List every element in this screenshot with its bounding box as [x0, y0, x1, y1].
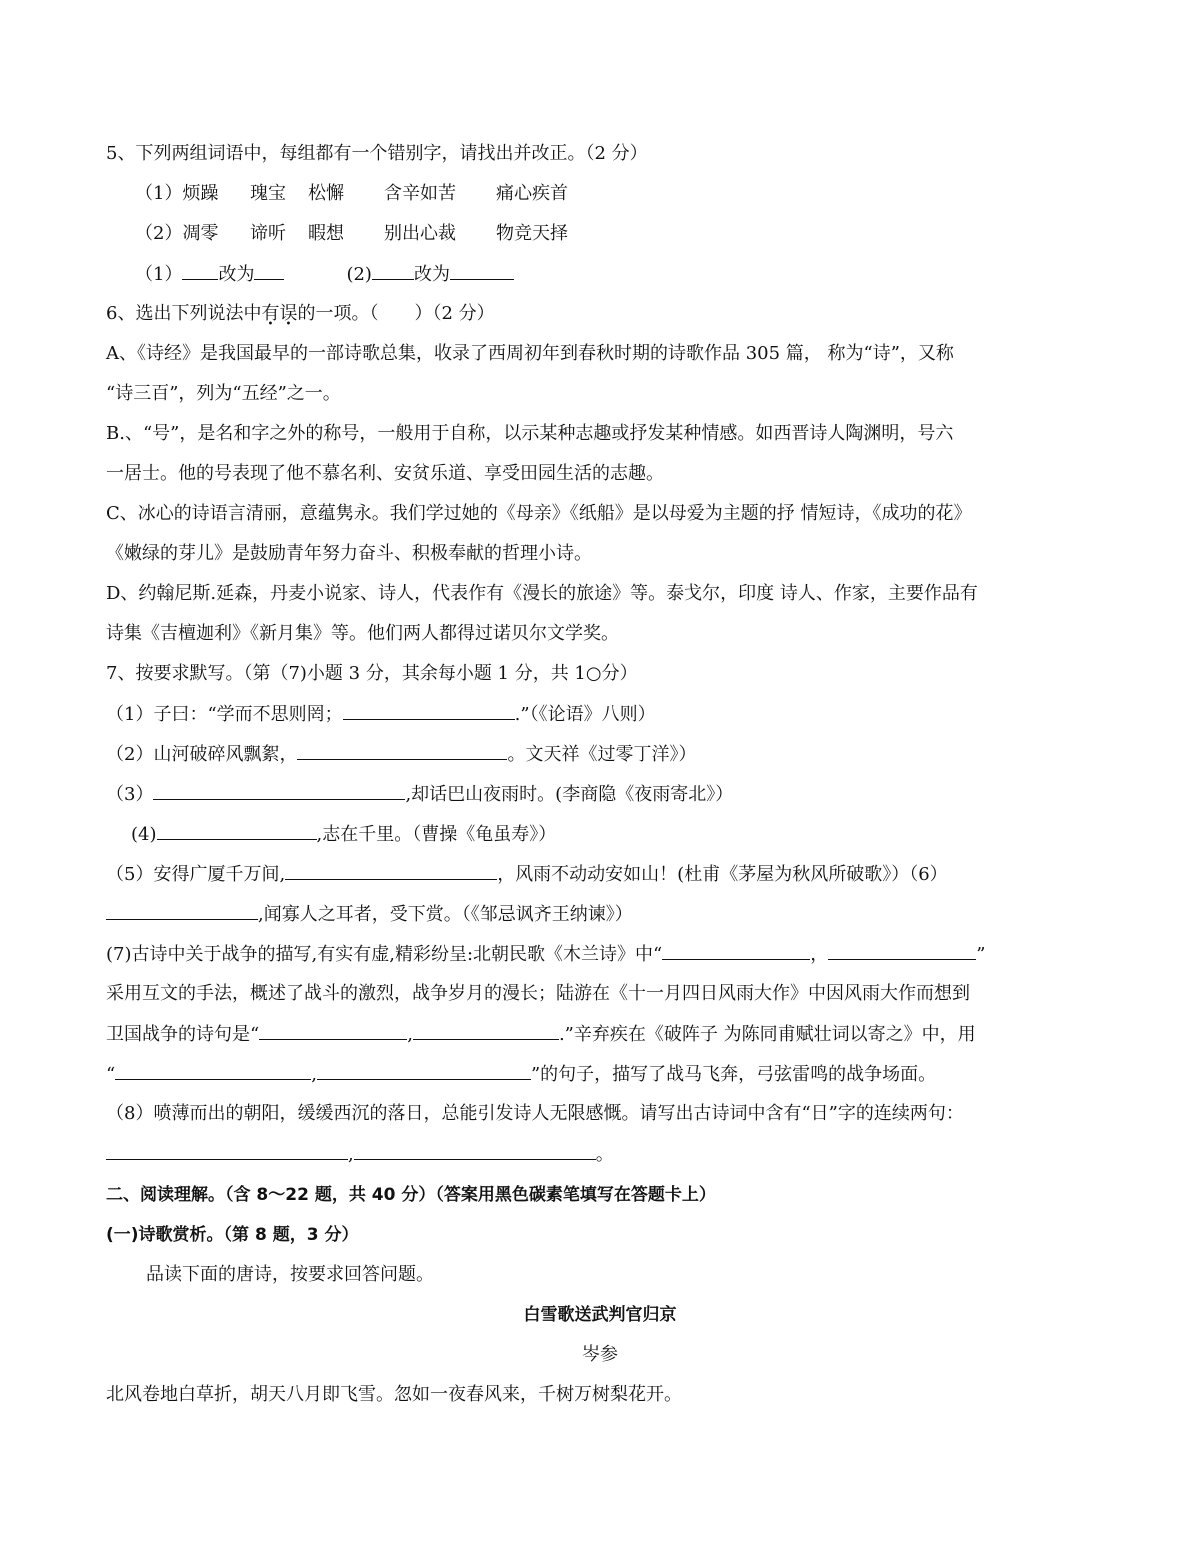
q6-option-a-line1: A、《诗经》是我国最早的一部诗歌总集，收录了西周初年到春秋时期的诗歌作品 305 篇， 称为“诗”，又称 [106, 343, 954, 364]
q6-emphasis-1: 有 [261, 303, 280, 324]
q7-7-blank-3[interactable] [259, 1021, 407, 1040]
q7-1-text: （1）子曰：“学而不思则罔； [106, 704, 343, 725]
q7-7-l4-quote: “ [106, 1064, 116, 1085]
q7-8-blank-2[interactable] [354, 1141, 596, 1160]
q5-g1-word5: 痛心疾首 [496, 183, 568, 204]
q7-7-l4-comma: , [311, 1064, 317, 1085]
q5-g2-word4: 别出心裁 [384, 223, 456, 244]
q6-option-c-line2: 《嫩绿的芽儿》是鼓励青年努力奋斗、积极奉献的哲理小诗。 [106, 543, 592, 564]
q7-7-comma: ， [810, 944, 829, 965]
q5-g2-word5: 物竞天择 [496, 223, 568, 244]
q5-group2 [135, 221, 1125, 247]
q7-item5 [106, 861, 1096, 888]
q7-7-l4-rest: ”的句子，描写了战马飞奔，弓弦雷鸣的战争场面。 [530, 1064, 937, 1085]
q5-g1-word1: （1）烦躁 [135, 183, 219, 204]
q5-blank-1[interactable] [182, 261, 218, 280]
q7-item3 [106, 781, 1096, 808]
q5-g1-word4: 含辛如苦 [384, 183, 456, 204]
section2-sub1: (一)诗歌赏析。（第 8 题，3 分） [106, 1225, 359, 1245]
q7-item4 [131, 821, 1121, 848]
q7-7-blank-4[interactable] [413, 1021, 559, 1040]
q7-item1 [106, 701, 1096, 728]
q7-2-blank[interactable] [297, 741, 507, 760]
q7-5-blank[interactable] [285, 861, 497, 880]
q7-7-l3-text: 卫国战争的诗句是“ [106, 1024, 260, 1045]
q6-title-a: 6、选出下列说法中 [106, 303, 262, 324]
q7-7-quote: ” [976, 944, 986, 965]
q7-6-blank[interactable] [106, 901, 258, 920]
q7-item7-line2: 采用互文的手法，概述了战斗的激烈，战争岁月的漫长；陆游在《十一月四日风雨大作》中因风雨大作而想到 [106, 983, 970, 1004]
q5-g2-word3: 暇想 [308, 223, 344, 244]
q7-5-text: （5）安得广厦千万间, [106, 864, 286, 885]
q7-2-text: （2）山河破碎风飘絮， [106, 744, 298, 765]
q7-8-comma: , [348, 1144, 354, 1165]
q7-item7-line3 [106, 1021, 1096, 1048]
q7-1-blank[interactable] [343, 701, 515, 720]
q7-6-source: ,闻寡人之耳者，受下赏。（《邹忌讽齐王纳谏》） [258, 904, 633, 925]
q7-4-source: ,志在千里。（曹操《龟虽寿》） [316, 824, 557, 845]
q7-8-blank-1[interactable] [106, 1141, 348, 1160]
q7-7-blank-1[interactable] [662, 941, 810, 960]
q5-g2-word1: （2）凋零 [135, 223, 219, 244]
q5-blank-4[interactable] [450, 261, 514, 280]
q7-4-text: (4) [131, 824, 157, 845]
q5-g1-word2: 瑰宝 [250, 183, 286, 204]
q5-group1 [135, 181, 1125, 207]
q7-7-blank-6[interactable] [317, 1061, 531, 1080]
q6-option-c-line1: C、冰心的诗语言清丽，意蕴隽永。我们学过她的《母亲》《纸船》是以母爱为主题的抒 情短诗，《成功的花》 [106, 503, 972, 524]
q7-3-text: （3） [106, 784, 154, 805]
q7-item8: （8）喷薄而出的朝阳，缓缓西沉的落日，总能引发诗人无限感慨。请写出古诗词中含有“日”字的连续两句： [106, 1103, 964, 1124]
q7-item8-answer [106, 1141, 1096, 1168]
q5-blank-2[interactable] [254, 261, 284, 280]
q6-title [106, 301, 1096, 327]
q5-answer-b2: 改为 [413, 264, 450, 285]
q7-7-l3-rest: .”辛弃疾在《破阵子 为陈同甫赋壮词以寄之》中，用 [558, 1024, 976, 1045]
q5-g1-word3: 松懈 [308, 183, 344, 204]
q5-answer-a1: （1） [135, 264, 183, 285]
q7-7-blank-5[interactable] [115, 1061, 311, 1080]
section2-heading: 二、阅读理解。（含 8～22 题，共 40 分）（答案用黑色碳素笔填写在答题卡上） [106, 1185, 716, 1205]
q5-answer-line [135, 261, 1125, 288]
q7-4-blank[interactable] [157, 821, 317, 840]
q7-3-source: ,却话巴山夜雨时。(李商隐《夜雨寄北》） [405, 784, 734, 805]
poem-author: 岑参 [582, 1344, 618, 1365]
q7-item7-line1 [106, 941, 1096, 968]
q6-option-d-line1: D、约翰尼斯.延森，丹麦小说家、诗人，代表作有《漫长的旅途》等。泰戈尔，印度 诗人、作家，主要作品有 [106, 583, 978, 604]
q7-title: 7、按要求默写。（第（7)小题 3 分，其余每小题 1 分，共 1○分） [106, 663, 638, 684]
q7-5-source: ，风雨不动动安如山！(杜甫《茅屋为秋风所破歌》）（6） [497, 864, 948, 885]
q5-answer-a2: 改为 [218, 264, 255, 285]
q5-g2-word2: 谛听 [250, 223, 286, 244]
q7-item7-line4 [106, 1061, 1096, 1088]
q6-title-b: 的一项。（ ）（2 分） [297, 303, 495, 324]
q7-8-period: 。 [595, 1144, 614, 1165]
q7-1-source: .”（《论语》八则） [514, 704, 656, 725]
poem-title: 白雪歌送武判官归京 [523, 1305, 677, 1325]
poem-line1: 北风卷地白草折，胡天八月即飞雪。忽如一夜春风来，千树万树梨花开。 [106, 1384, 682, 1405]
q5-title: 5、下列两组词语中，每组都有一个错别字，请找出并改正。（2 分） [106, 143, 648, 164]
q7-3-blank[interactable] [153, 781, 405, 800]
q5-answer-b1: (2) [346, 264, 372, 285]
q6-emphasis-2: 误 [279, 303, 298, 324]
q7-7-l3-comma: , [407, 1024, 413, 1045]
q7-7-blank-2[interactable] [828, 941, 976, 960]
q7-item2 [106, 741, 1096, 768]
q7-7-text: (7)古诗中关于战争的描写,有实有虚,精彩纷呈:北朝民歌《木兰诗》中“ [106, 944, 663, 965]
q7-2-source: 。文天祥《过零丁洋》） [507, 744, 697, 765]
q6-option-d-line2: 诗集《吉檀迦利》《新月集》等。他们两人都得过诺贝尔文学奖。 [106, 623, 619, 644]
q6-option-a-line2: “诗三百”，列为“五经”之一。 [106, 383, 341, 404]
q6-option-b-line2: 一居士。他的号表现了他不慕名利、安贫乐道、享受田园生活的志趣。 [106, 463, 664, 484]
q5-blank-3[interactable] [372, 261, 414, 280]
q7-item6 [106, 901, 1096, 928]
section2-intro: 品读下面的唐诗，按要求回答问题。 [146, 1264, 434, 1285]
q6-option-b-line1: B.、“号”，是名和字之外的称号，一般用于自称，以示某种志趣或抒发某种情感。如西晋诗人陶渊明，号六 [106, 423, 954, 444]
